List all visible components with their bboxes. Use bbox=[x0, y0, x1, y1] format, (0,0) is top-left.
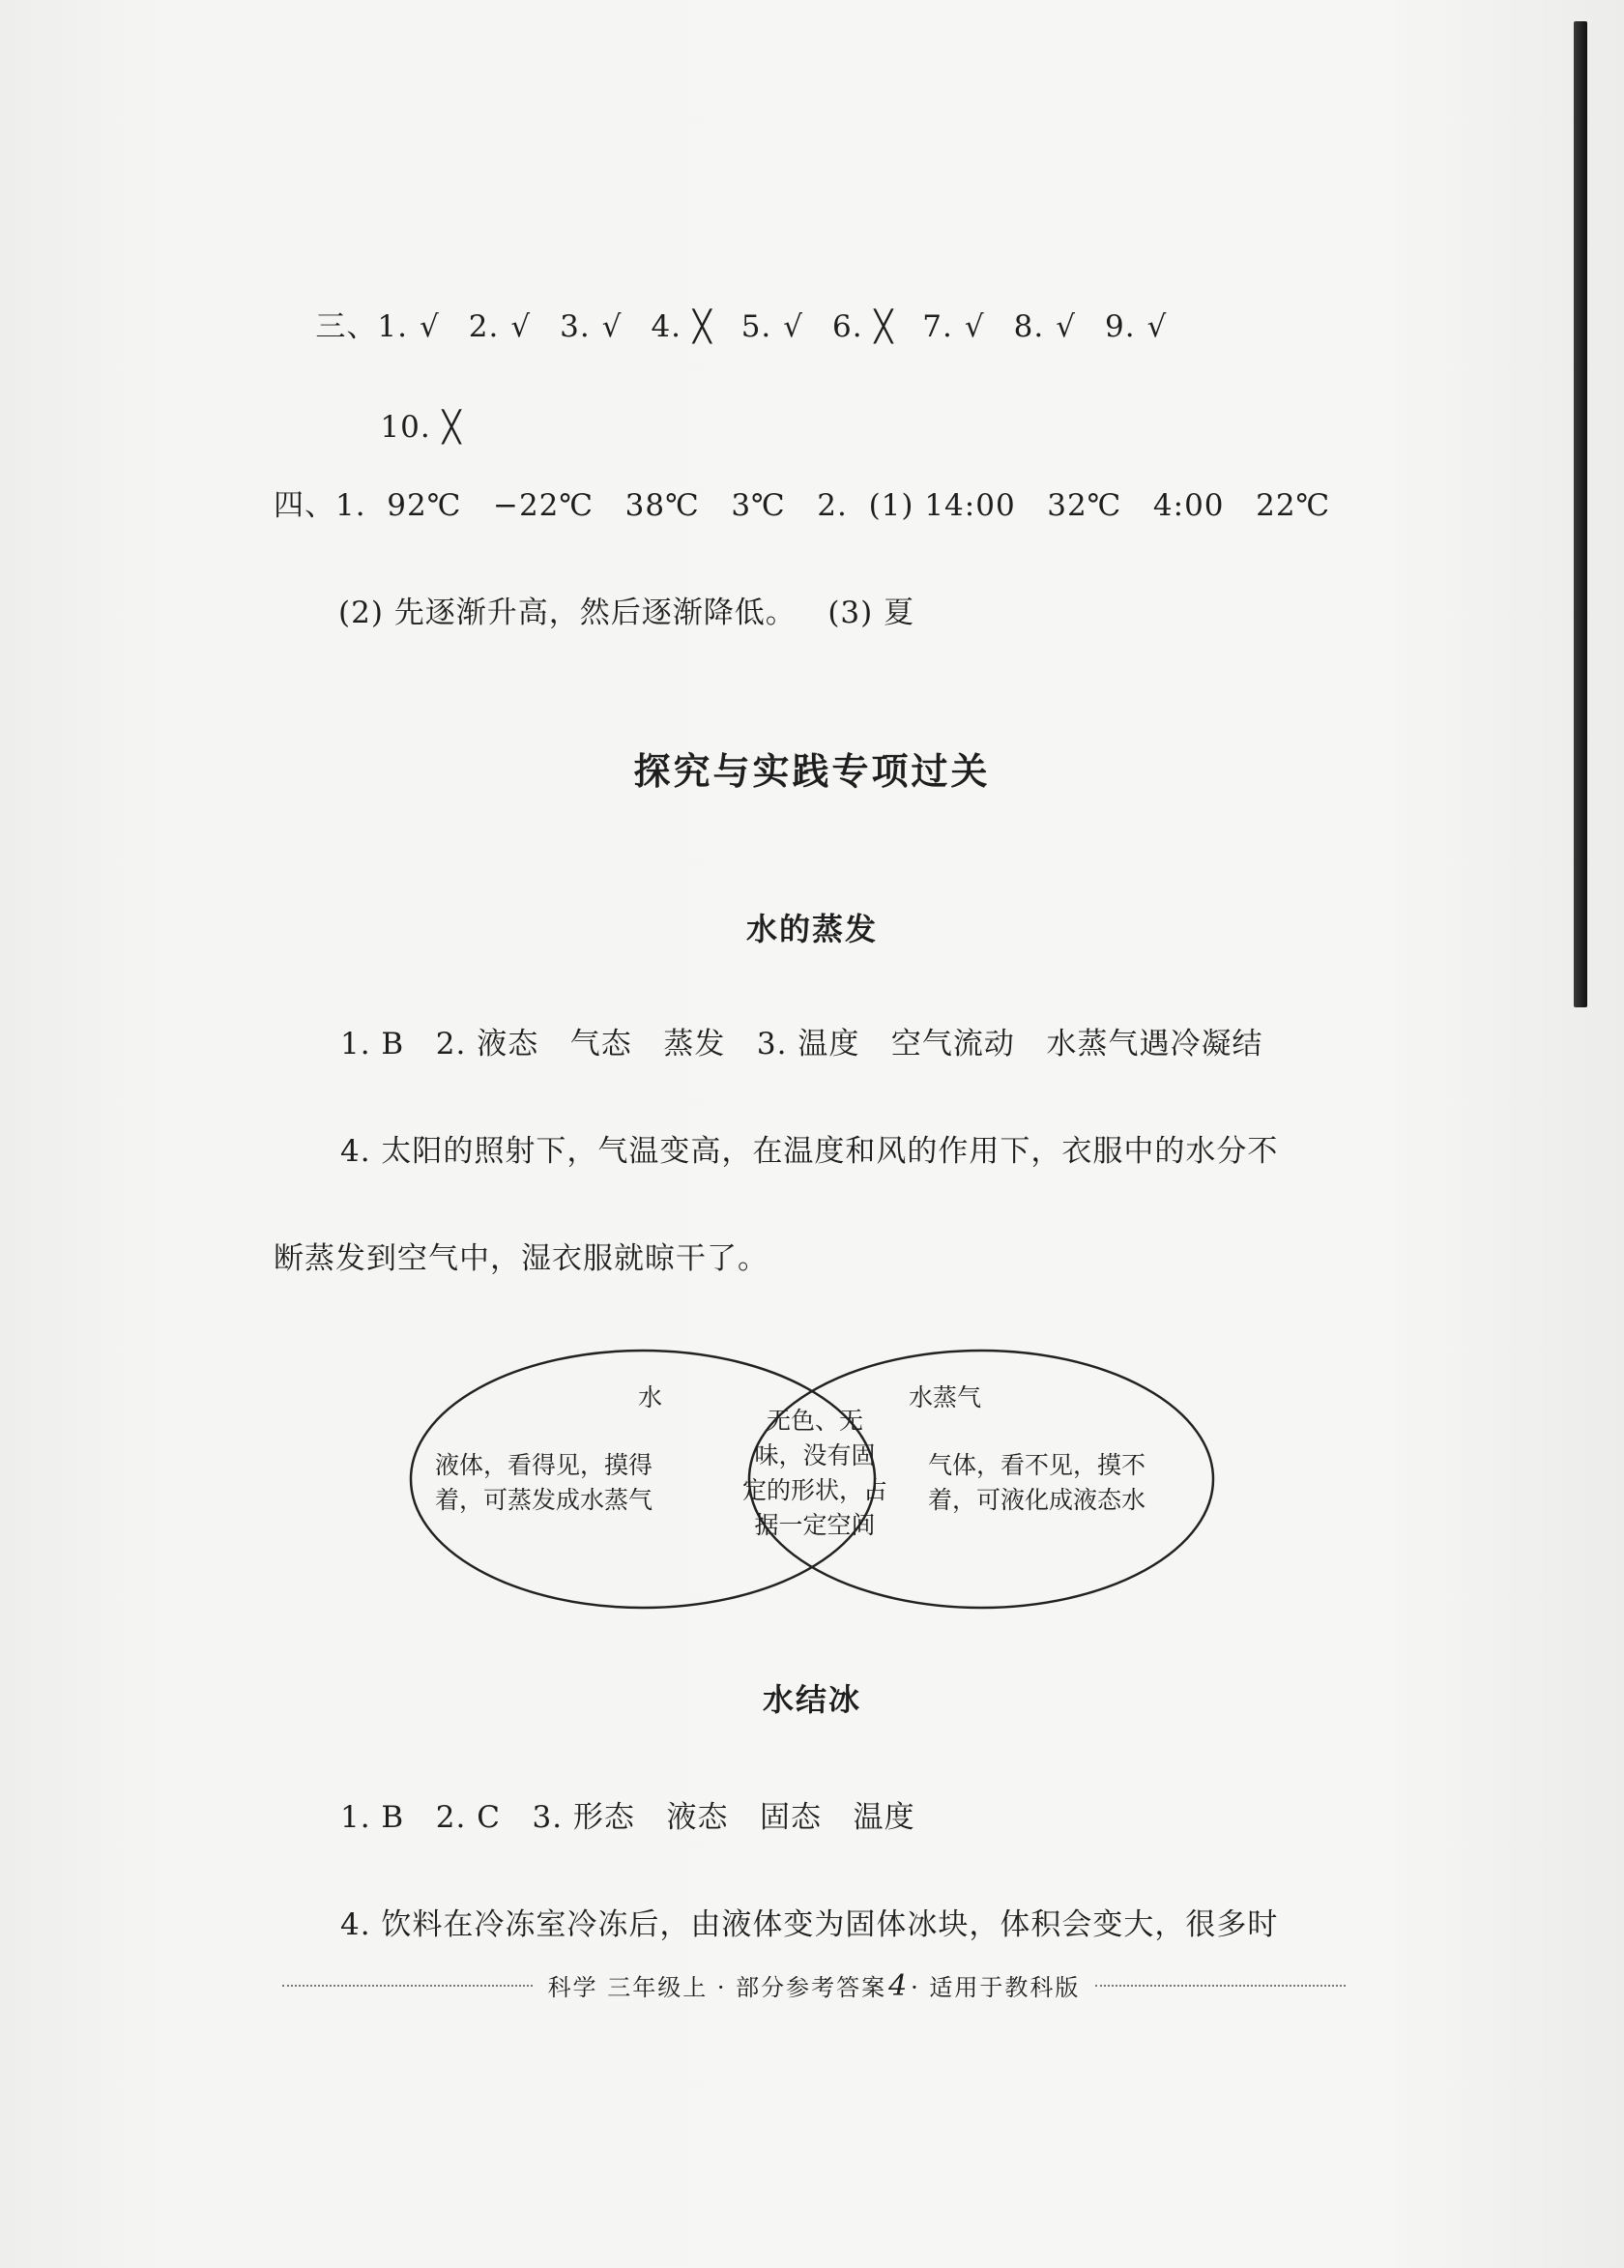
answer-mark: ╳ bbox=[874, 309, 894, 344]
section-title-freezing: 水结冰 bbox=[762, 1681, 861, 1718]
evaporation-line3: 断蒸发到空气中，湿衣服就晾干了。 bbox=[274, 1241, 768, 1276]
venn-diagram bbox=[406, 1344, 1218, 1614]
freezing-line1: 1. B 2. C 3. 形态 液态 固态 温度 bbox=[340, 1800, 915, 1835]
answer-mark: √ bbox=[783, 309, 804, 344]
section3-line2 bbox=[338, 375, 461, 480]
venn-left-text: 液体，看得见，摸得 着，可蒸发成水蒸气 bbox=[435, 1451, 653, 1514]
footer-left: 科学 三年级上 · 部分参考答案 bbox=[547, 1974, 887, 2001]
answer-number: 5. bbox=[740, 309, 772, 344]
freezing-line2: 4. 饮料在冷冻室冷冻后，由液体变为固体冰块，体积会变大，很多时 bbox=[340, 1907, 1279, 1942]
answer-number: 8. bbox=[1013, 309, 1045, 344]
answer-item bbox=[1014, 309, 1076, 344]
venn-right-text: 气体，看不见，摸不 着，可液化成液态水 bbox=[928, 1451, 1146, 1514]
answer-mark: √ bbox=[510, 309, 532, 344]
answer-mark: √ bbox=[601, 309, 623, 344]
answer-number: 4. bbox=[651, 309, 682, 344]
answer-item bbox=[922, 309, 984, 344]
answer-item bbox=[377, 309, 439, 344]
venn-left-label: 水 bbox=[638, 1383, 663, 1411]
answer-mark: √ bbox=[964, 309, 985, 344]
answer-mark: ╳ bbox=[442, 410, 462, 445]
answer-item bbox=[560, 309, 622, 344]
answer-mark: √ bbox=[1056, 309, 1076, 344]
answer-item bbox=[1105, 309, 1167, 344]
answer-mark: √ bbox=[1146, 309, 1168, 344]
venn-right-label: 水蒸气 bbox=[909, 1383, 982, 1411]
section4-line1: 四、1. 92℃ −22℃ 38℃ 3℃ 2. (1) 14:00 32℃ 4:00 22℃ bbox=[274, 488, 1331, 523]
footer-right: · 适用于教科版 bbox=[911, 1974, 1081, 2001]
section4-line2: (2) 先逐渐升高，然后逐渐降低。 (3) 夏 bbox=[338, 596, 915, 630]
answer-number: 9. bbox=[1104, 309, 1136, 344]
answer-number: 1. bbox=[377, 309, 408, 344]
footer-dots-left bbox=[282, 1985, 533, 1987]
answer-number: 3. bbox=[560, 309, 591, 344]
evaporation-line2: 4. 太阳的照射下，气温变高，在温度和风的作用下，衣服中的水分不 bbox=[340, 1134, 1279, 1169]
footer-dots-right bbox=[1095, 1985, 1346, 1987]
section3-prefix: 三、 bbox=[315, 309, 378, 344]
answer-item bbox=[741, 309, 803, 344]
answer-number: 7. bbox=[922, 309, 953, 344]
footer-text bbox=[533, 1968, 1096, 2003]
answer-number: 2. bbox=[468, 309, 500, 344]
answer-item bbox=[469, 309, 531, 344]
page-number: 4 bbox=[888, 1969, 910, 2003]
answer-mark: √ bbox=[420, 309, 440, 344]
answer-number: 10. bbox=[380, 410, 431, 445]
evaporation-line1: 1. B 2. 液态 气态 蒸发 3. 温度 空气流动 水蒸气遇冷凝结 bbox=[340, 1027, 1263, 1061]
scan-edge-shadow bbox=[1574, 21, 1587, 1007]
answer-item bbox=[651, 309, 711, 344]
answer-item bbox=[832, 309, 893, 344]
page-title: 探究与实践专项过关 bbox=[633, 750, 991, 793]
section3-line1 bbox=[274, 267, 1167, 380]
page-footer bbox=[282, 1966, 1346, 2005]
answer-number: 6. bbox=[832, 309, 863, 344]
section-title-evaporation: 水的蒸发 bbox=[745, 911, 878, 947]
venn-middle-text: 无色、无 味，没有固 定的形状，占 据一定空间 bbox=[741, 1407, 887, 1539]
answer-mark: ╳ bbox=[693, 309, 712, 344]
